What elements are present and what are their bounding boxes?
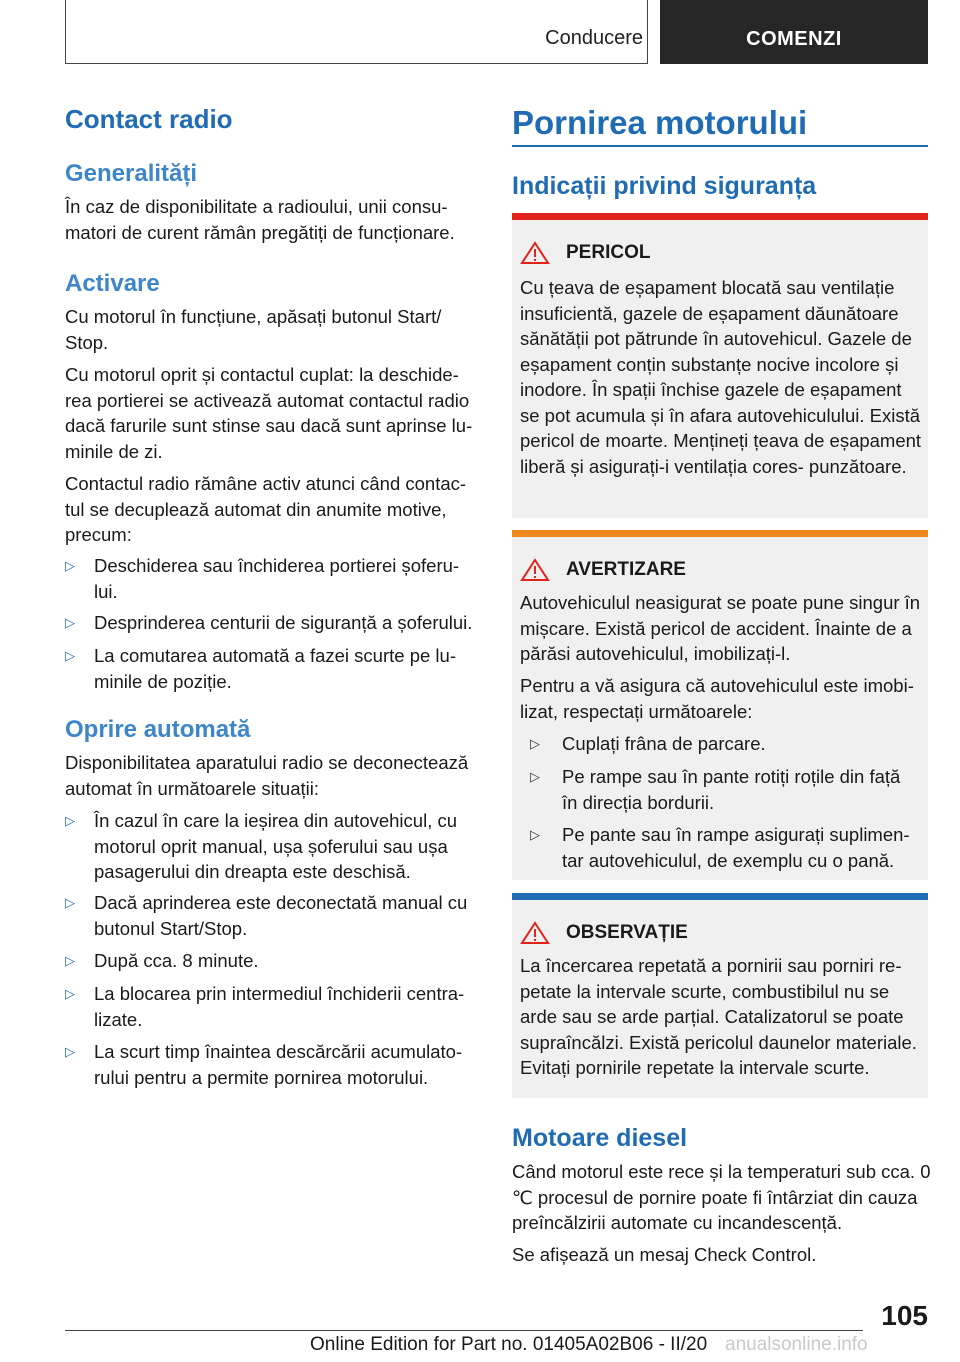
- subheading-general: Generalități: [65, 160, 198, 187]
- bullet-icon: ▷: [65, 986, 75, 1001]
- bullet-icon: ▷: [65, 558, 75, 573]
- subheading-safety: Indicații privind siguranța: [512, 172, 817, 200]
- diesel-p2: Se afișează un mesaj Check Control.: [512, 1244, 817, 1265]
- diesel-p1: Când motorul este rece și la temperaturi sub cca. 0 ℃ procesul de pornire poate fi întârziat din cauza preîncălzirii automate cu incandescență.: [512, 1161, 931, 1233]
- bullet-icon: ▷: [530, 769, 540, 784]
- warning-p2: Pentru a vă asigura că autovehiculul este imobi‐ lizat, respectați următoarele:: [520, 675, 914, 722]
- page-header: [65, 0, 928, 64]
- notice-header: [520, 921, 688, 945]
- activation-p3: Contactul radio rămâne activ atunci când contac‐ tul se decuplează automat din anumite motive, precum:: [65, 473, 467, 545]
- bullet-icon: ▷: [65, 1044, 75, 1059]
- footer-rule: [65, 1330, 863, 1331]
- bullet-icon: ▷: [65, 615, 75, 630]
- edition-text: Online Edition for Part no. 01405A02B06 - II/20: [310, 1334, 708, 1355]
- warning-header: [520, 558, 686, 582]
- subheading-auto-off: Oprire automată: [65, 716, 251, 743]
- warning-box: AVERTIZARE Autovehiculul neasigurat se poate pune singur în mișcare. Există pericol de accident. Înainte de a părăsi autovehiculul, imobilizați-l. Pentru a vă asigura că autovehiculul este imobi‐ lizat, respectați următoarele: ▷ Cuplați frâna de parcare. ▷ Pe rampe sau în pante rotiți roțile din față în direcția bordurii. ▷ Pe pante sau în rampe asigurați suplimen‐ tar autovehiculul, de exemplu cu o pană.: [512, 530, 928, 880]
- bullet-icon: ▷: [530, 736, 540, 751]
- bullet-icon: ▷: [65, 648, 75, 663]
- notice-bar: [512, 893, 928, 900]
- general-text: În caz de disponibilitate a radioului, unii consu‐ matori de curent rămân pregătiți de funcționare.: [65, 196, 455, 243]
- danger-header: [520, 241, 650, 265]
- danger-text: Cu țeava de eșapament blocată sau ventilație insuficientă, gazele de eșapament dăunătoare sănătății pot pătrunde în autovehicul. Gazele de eșapament conțin substanțe nocive incolore și inodore. În spații închise gazele de eșapament se pot acumula și în afara autovehiculului. Există pericol de moarte. Mențineți țeava de eșapament liberă și asigurați-i ventilația cores‐ punzătoare.: [520, 277, 922, 477]
- watermark: anualsonline.info: [725, 1334, 868, 1355]
- danger-bar: [512, 213, 928, 220]
- auto-off-p1: Disponibilitatea aparatului radio se deconectează automat în următoarele situații:: [65, 752, 469, 799]
- section-title-engine-start: Pornirea motorului: [512, 104, 808, 141]
- warning-label: AVERTIZARE: [566, 559, 686, 580]
- header-section-title: Conducere: [545, 27, 643, 49]
- warning-p1: Autovehiculul neasigurat se poate pune singur în mișcare. Există pericol de accident. Înainte de a părăsi autovehiculul, imobilizați-l.: [520, 592, 921, 664]
- danger-box: [512, 213, 928, 518]
- header-category-tab: COMENZI: [660, 0, 928, 64]
- warning-bar: [512, 530, 928, 537]
- activation-p1: Cu motorul în funcțiune, apăsați butonul Start/ Stop.: [65, 306, 442, 353]
- danger-label: PERICOL: [566, 242, 651, 263]
- notice-box: [512, 893, 928, 1098]
- page-number: 105: [881, 1300, 928, 1331]
- section-title-radio: Contact radio: [65, 104, 233, 134]
- warning-triangle-icon: [520, 558, 550, 582]
- bullet-icon: ▷: [65, 953, 75, 968]
- bullet-icon: ▷: [65, 895, 75, 910]
- bullet-icon: ▷: [65, 813, 75, 828]
- warning-triangle-icon: [520, 921, 550, 945]
- subheading-diesel: Motoare diesel: [512, 1124, 688, 1152]
- subheading-activation: Activare: [65, 270, 160, 297]
- activation-p2: Cu motorul oprit și contactul cuplat: la deschide‐ rea portierei se activează automat contactul radio dacă farurile sunt stinse sau dacă sunt aprinse lu‐ minile de zi.: [65, 364, 473, 462]
- warning-triangle-icon: [520, 241, 550, 265]
- bullet-icon: ▷: [530, 827, 540, 842]
- title-rule: [512, 145, 928, 147]
- notice-text: La încercarea repetată a pornirii sau porniri re‐ petate la intervale scurte, combustibilul nu se arde sau se arde parțial. Catalizatorul se poate supraîncălzi. Există pericolul daunelor materiale. Evitați pornirile repetate la intervale scurte.: [520, 955, 917, 1078]
- notice-label: OBSERVAȚIE: [566, 922, 688, 943]
